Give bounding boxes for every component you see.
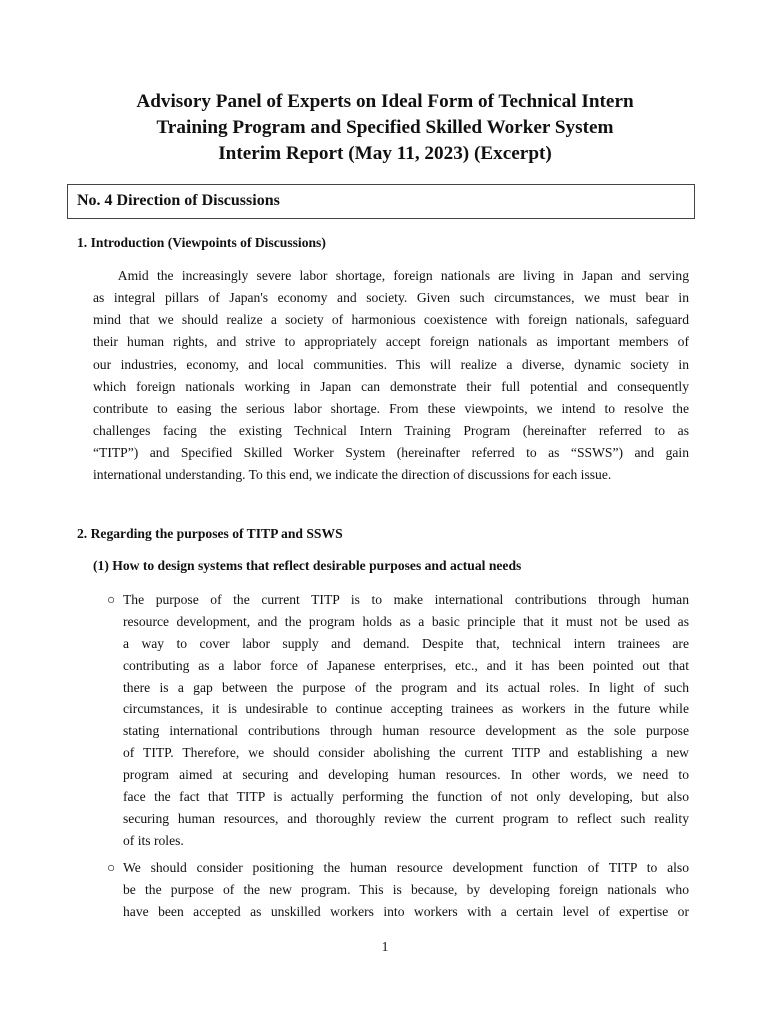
- paragraph-line: which foreign nationals working in Japan can demonstrate their full potential and consequently: [93, 378, 689, 394]
- bullet-line: program aimed at securing and developing human resources. In other words, we need to: [123, 767, 689, 783]
- bullet-line: have been accepted as unskilled workers into workers with a certain level of expertise or: [123, 903, 689, 919]
- section-2-heading: 2. Regarding the purposes of TITP and SSWS: [77, 526, 343, 541]
- bullet-line: face the fact that TITP is actually performing the function of not only developing, but also: [123, 789, 689, 805]
- bullet-line: [107, 589, 689, 611]
- paragraph-line: Amid the increasingly severe labor shortage, foreign nationals are living in Japan and serving: [93, 268, 689, 283]
- paragraph-line: our industries, economy, and local communities. This will realize a diverse, dynamic society in: [93, 356, 689, 372]
- bullet-text: The purpose of the current TITP is to make international contributions through human: [123, 592, 689, 607]
- bullet-item-2: [107, 857, 689, 923]
- bullet-text: We should consider positioning the human resource development function of TITP to also: [123, 860, 689, 875]
- paragraph-line: challenges facing the existing Technical Intern Training Program (hereinafter referred to as: [93, 422, 689, 438]
- bullet-line: circumstances, it is undesirable to continue accepting trainees as workers in the future while: [123, 701, 689, 717]
- bullet-line: be the purpose of the new program. This is because, by developing foreign nationals who: [123, 881, 689, 897]
- bullet-line: of its roles.: [123, 832, 184, 848]
- bullet-line: stating international contributions through human resource development as the sole purpose: [123, 723, 689, 739]
- paragraph-line: as integral pillars of Japan's economy and society. Given such circumstances, we must bear in: [93, 290, 689, 306]
- bullet-line: securing human resources, and thoroughly review the current program to reflect such reality: [123, 810, 689, 826]
- title-line-3: Interim Report (May 11, 2023) (Excerpt): [218, 143, 552, 164]
- section-1-heading: 1. Introduction (Viewpoints of Discussions): [77, 235, 326, 250]
- bullet-item-1: [107, 589, 689, 852]
- paragraph-line: mind that we should realize a society of harmonious coexistence with foreign nationals, safeguard: [93, 312, 689, 328]
- bullet-line: [107, 857, 689, 879]
- title-line-1: Advisory Panel of Experts on Ideal Form of Technical Intern: [136, 91, 634, 112]
- bullet-line: a way to cover labor supply and demand. Despite that, technical intern trainees are: [123, 635, 689, 651]
- introduction-paragraph: [93, 265, 689, 486]
- title-line-2: Training Program and Specified Skilled Worker System: [156, 117, 614, 138]
- section-2-subheading: (1) How to design systems that reflect desirable purposes and actual needs: [93, 558, 522, 573]
- bullet-line: contributing as a labor force of Japanese enterprises, etc., and it has been pointed out that: [123, 657, 689, 673]
- page-number: 1: [381, 939, 389, 954]
- report-title: [60, 89, 710, 167]
- paragraph-line: international understanding. To this end, we indicate the direction of discussions for each issue.: [93, 467, 612, 483]
- bullet-marker: ○: [107, 592, 116, 607]
- paragraph-line: “TITP”) and Specified Skilled Worker System (hereinafter referred to as “SSWS”) and gain: [93, 445, 689, 461]
- bullet-line: of TITP. Therefore, we should consider abolishing the current TITP and establishing a new: [123, 745, 689, 761]
- section-heading: No. 4 Direction of Discussions: [77, 192, 280, 209]
- bullet-line: there is a gap between the purpose of the program and its actual roles. In light of such: [123, 679, 689, 695]
- paragraph-line: their human rights, and strive to appropriately accept foreign nationals as important members of: [93, 334, 689, 350]
- section-heading-box: [67, 184, 695, 219]
- bullet-line: resource development, and the program holds as a basic principle that it must not be used as: [123, 613, 689, 629]
- bullet-marker: ○: [107, 860, 116, 875]
- paragraph-line: contribute to easing the serious labor shortage. From these viewpoints, we intend to resolve the: [93, 400, 689, 416]
